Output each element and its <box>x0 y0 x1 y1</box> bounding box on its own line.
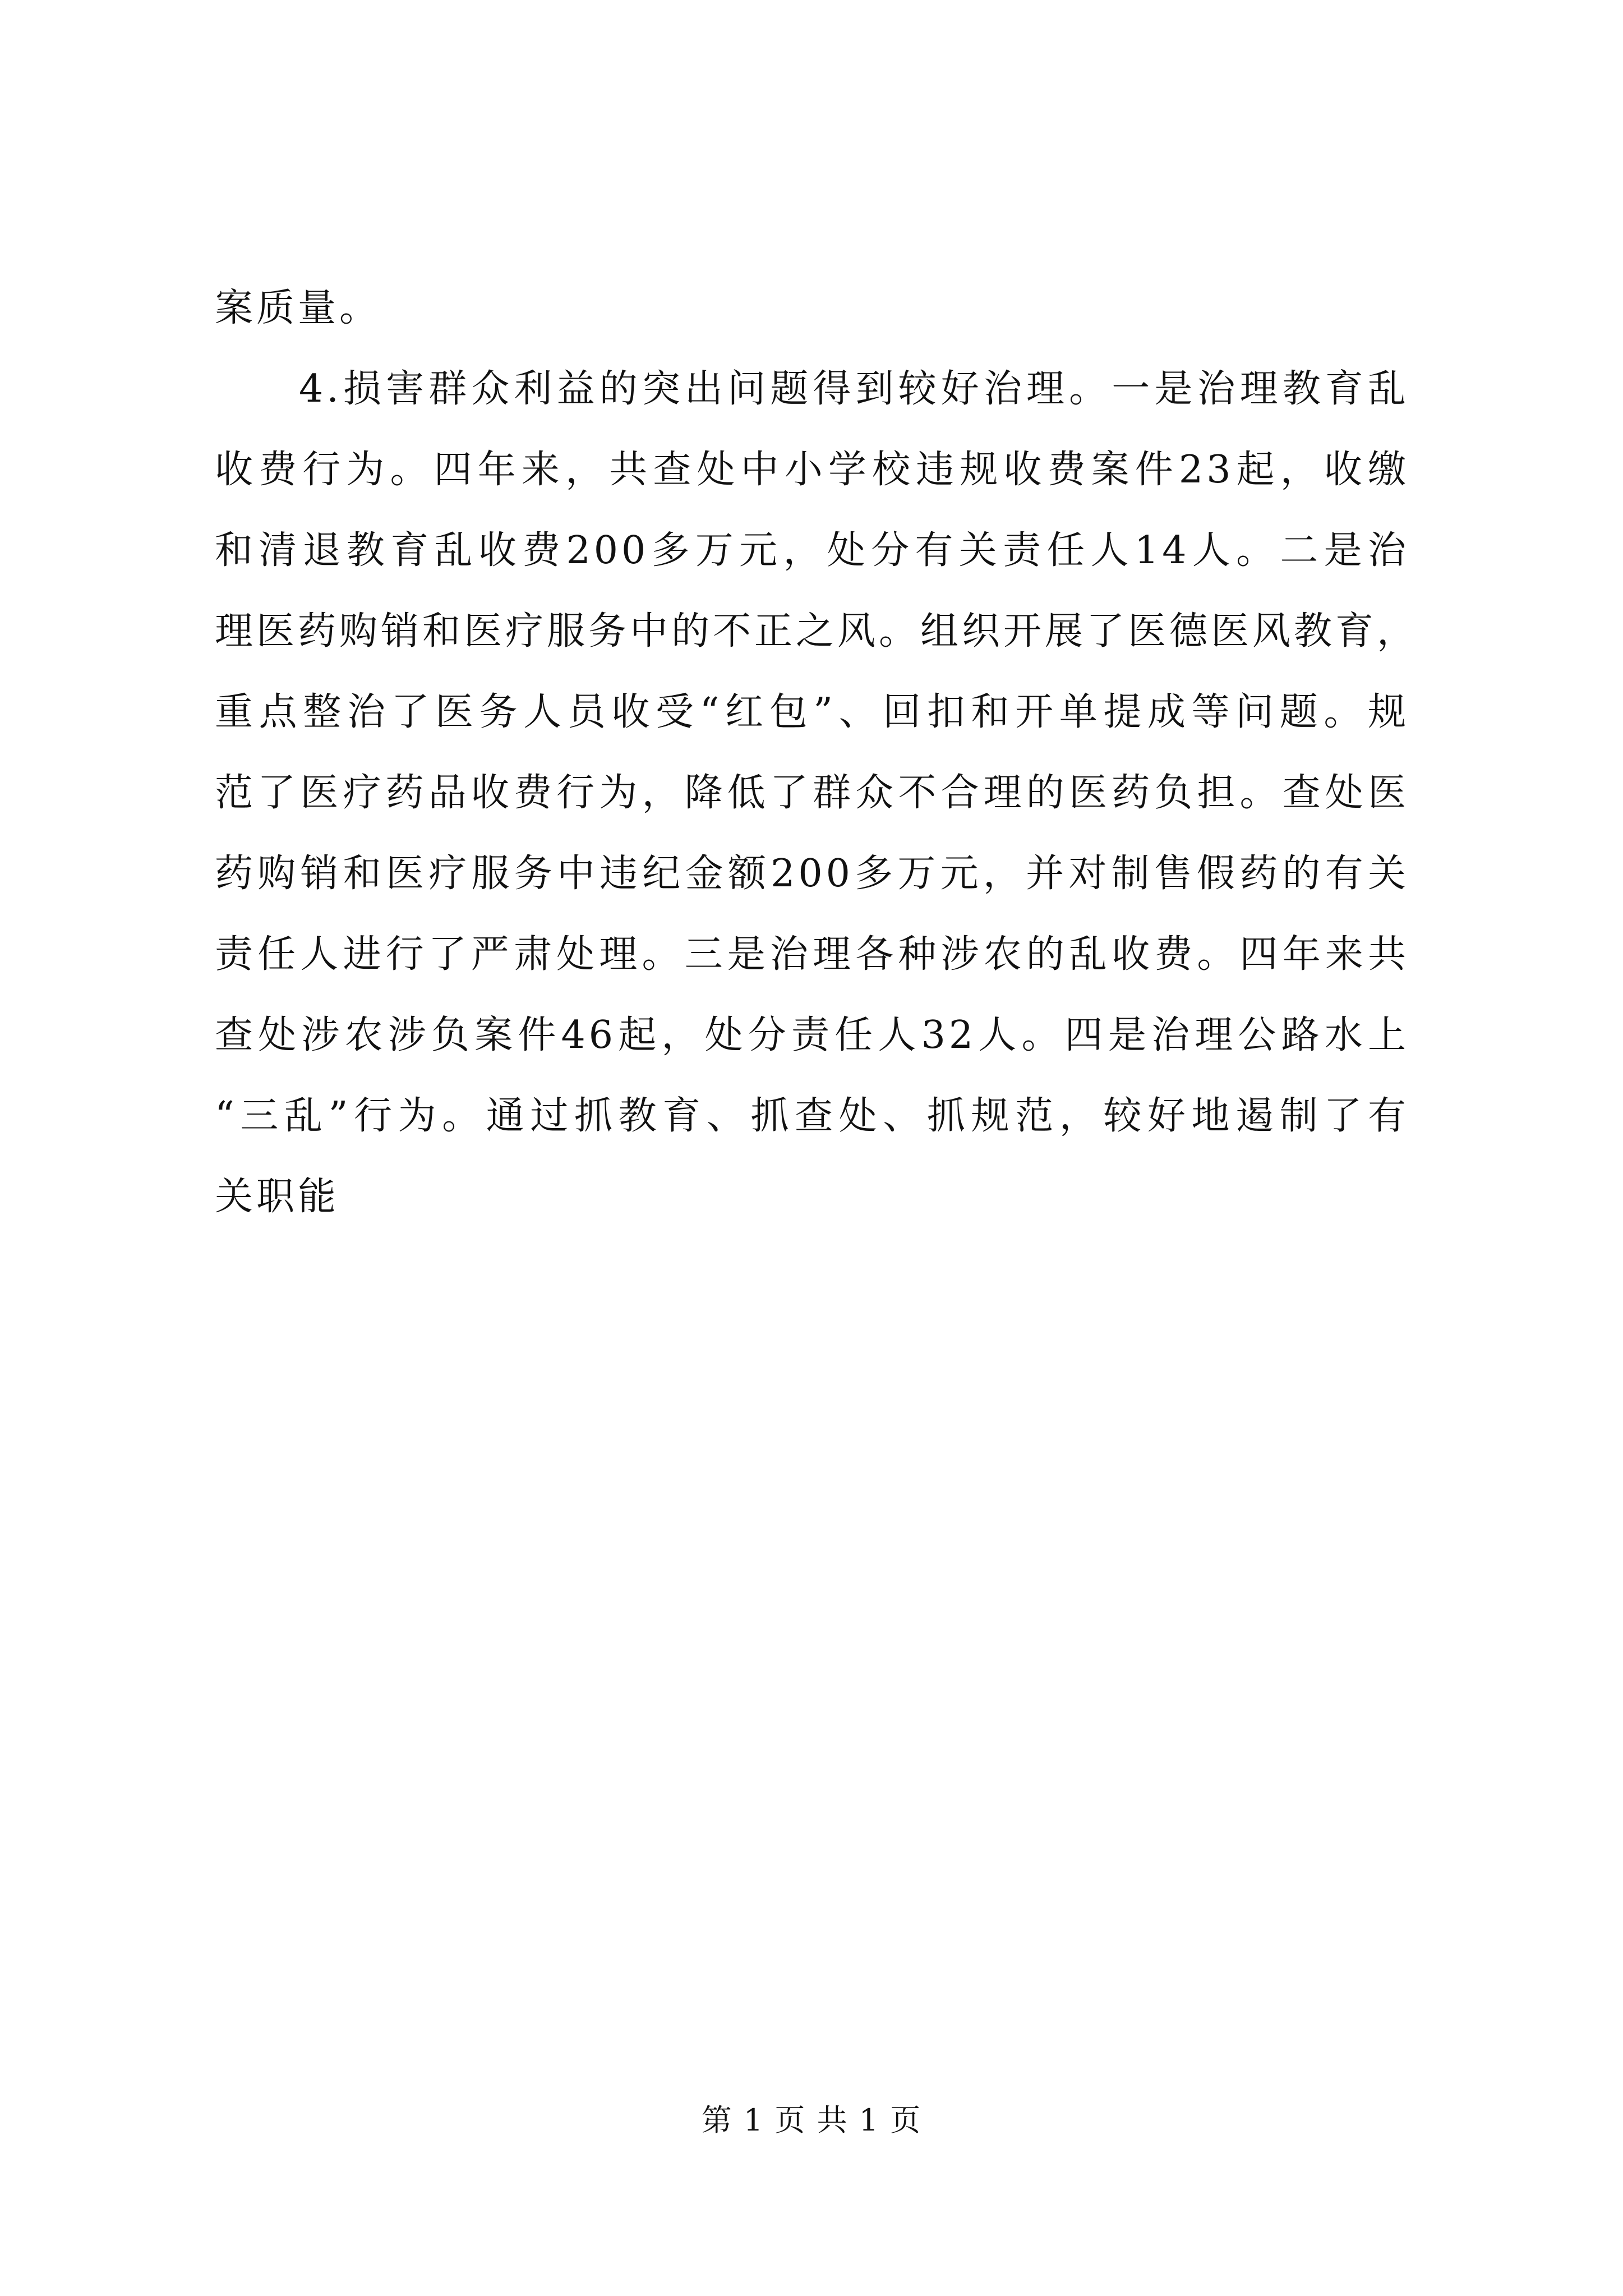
text-line: 责任人进行了严肃处理。三是治理各种涉农的乱收费。四年来共 <box>215 932 1409 977</box>
page-footer: 第 1 页 共 1 页 <box>701 2102 922 2138</box>
text-line: 收费行为。四年来，共查处中小学校违规收费案件23起，收缴 <box>215 448 1409 492</box>
text-line: 关职能 <box>215 1175 340 1219</box>
text-line: 药购销和医疗服务中违纪金额200多万元，并对制售假药的有关 <box>215 852 1409 896</box>
text-line: 查处涉农涉负案件46起，处分责任人32人。四是治理公路水上 <box>215 1013 1409 1057</box>
text-line: 和清退教育乱收费200多万元，处分有关责任人14人。二是治 <box>215 528 1409 573</box>
text-line: 范了医疗药品收费行为，降低了群众不合理的医药负担。查处医 <box>215 771 1409 815</box>
body-text <box>215 268 1419 1237</box>
text-line: 理医药购销和医疗服务中的不正之风。组织开展了医德医风教育， <box>215 609 1419 654</box>
text-line: 重点整治了医务人员收受“红包”、回扣和开单提成等问题。规 <box>215 690 1409 734</box>
text-line: 4.损害群众利益的突出问题得到较好治理。一是治理教育乱 <box>299 367 1409 411</box>
text-line: “三乱”行为。通过抓教育、抓查处、抓规范，较好地遏制了有 <box>215 1094 1409 1138</box>
text-line: 案质量。 <box>215 286 381 330</box>
